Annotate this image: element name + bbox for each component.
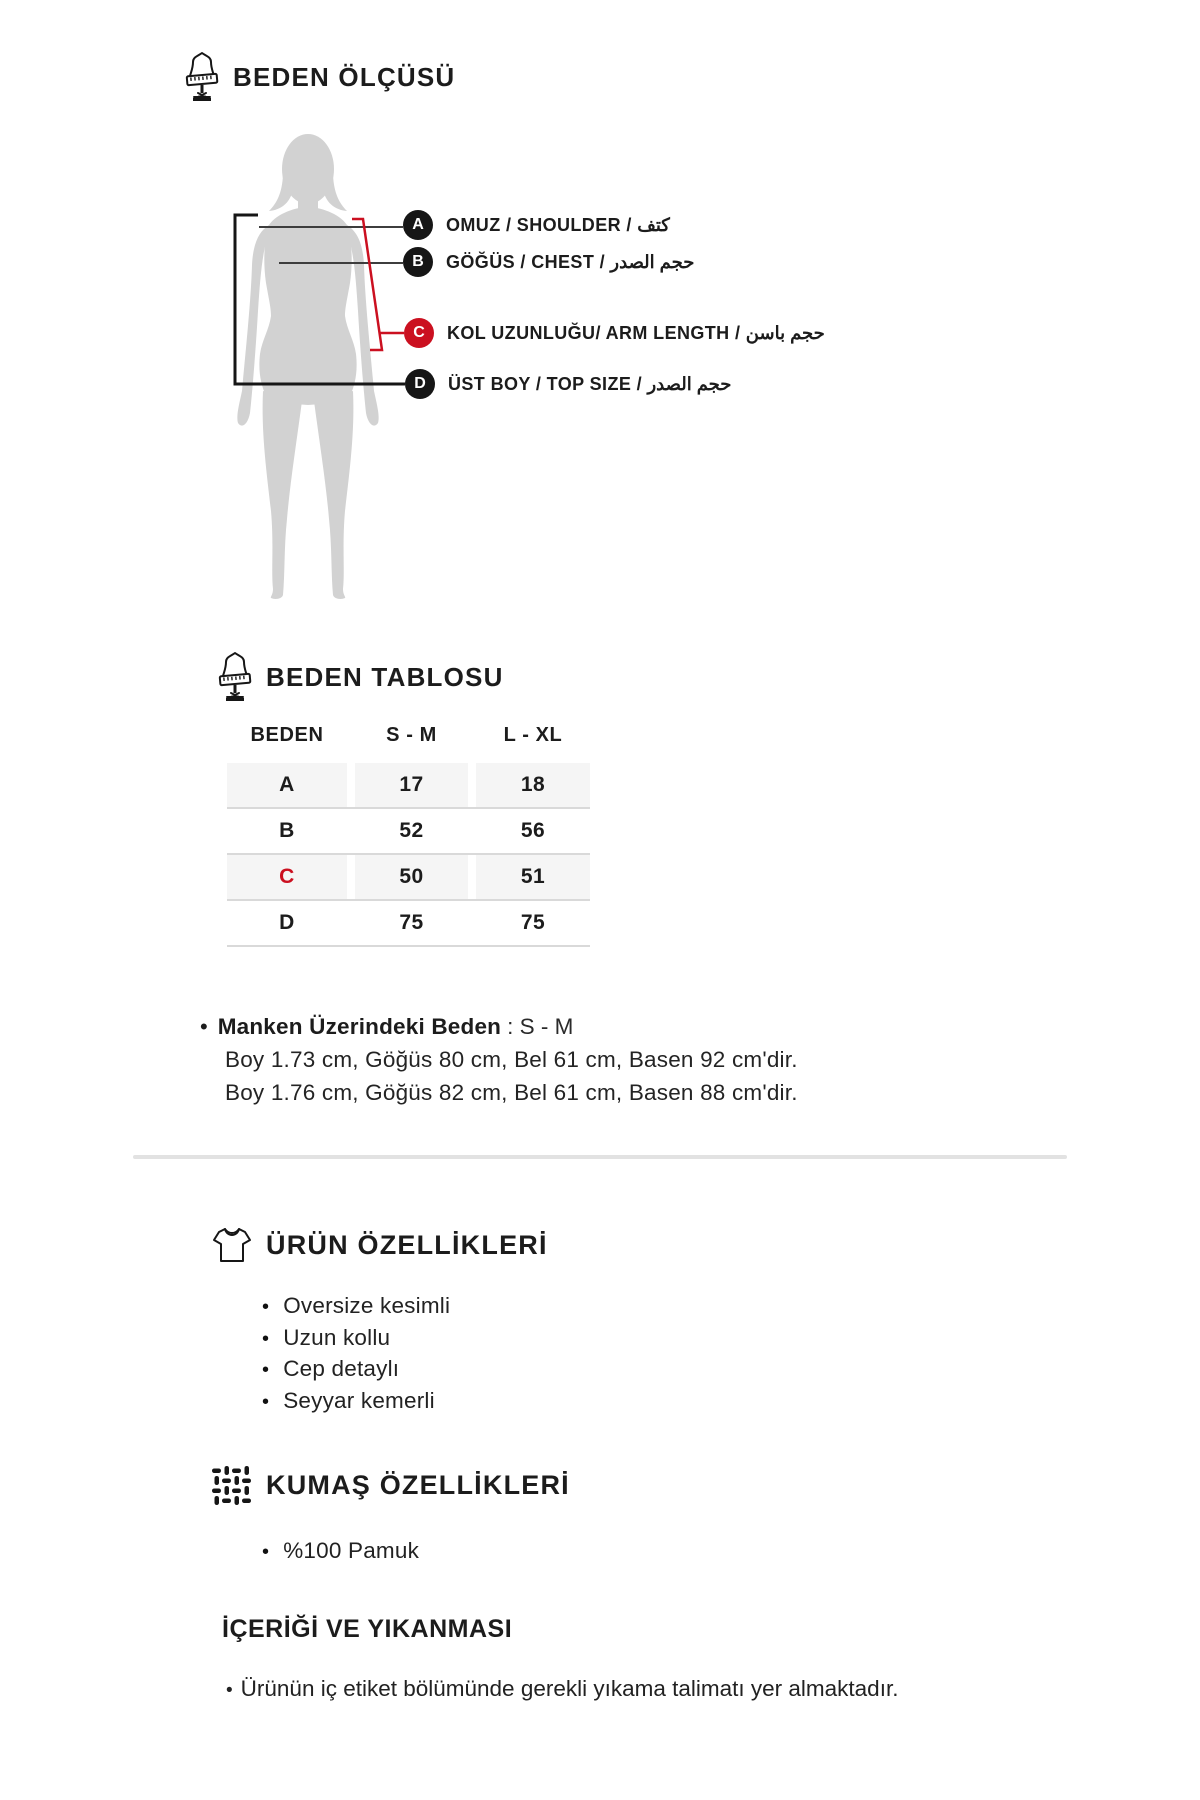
value-lxl: 75 bbox=[520, 911, 546, 934]
female-silhouette bbox=[237, 134, 378, 599]
bullet-dot: • bbox=[262, 1327, 270, 1350]
feature-text: Oversize kesimli bbox=[283, 1293, 451, 1318]
value-sm: 52 bbox=[399, 819, 424, 842]
measure-label-top-size bbox=[405, 369, 731, 399]
bullet-dot: • bbox=[262, 1390, 270, 1413]
list-item bbox=[262, 1323, 450, 1355]
section-divider bbox=[133, 1155, 1067, 1159]
size-table-header-row bbox=[227, 724, 590, 747]
value-lxl: 51 bbox=[476, 855, 590, 899]
fabric-features-title: KUMAŞ ÖZELLİKLERİ bbox=[266, 1469, 570, 1500]
feature-text: Uzun kollu bbox=[283, 1324, 391, 1350]
measure-label-text: ÜST BOY / TOP SIZE / حجم الصدر bbox=[448, 373, 732, 394]
feature-text: Seyyar kemerli bbox=[283, 1387, 435, 1413]
size-table-title: BEDEN TABLOSU bbox=[266, 661, 504, 692]
care-title: İÇERİĞİ VE YIKANMASI bbox=[222, 1615, 513, 1643]
product-features-list bbox=[262, 1291, 450, 1417]
measure-label-text: KOL UZUNLUĞU/ ARM LENGTH / حجم باسن bbox=[447, 322, 825, 343]
measure-label-chest bbox=[403, 247, 694, 277]
model-size-value: : S - M bbox=[507, 1014, 574, 1039]
table-row bbox=[227, 763, 590, 809]
body-measurement-diagram bbox=[0, 115, 1200, 615]
bullet-dot: • bbox=[226, 1680, 233, 1701]
model-measurements-line: Boy 1.76 cm, Göğüs 82 cm, Bel 61 cm, Basen 88 cm'dir. bbox=[225, 1080, 798, 1105]
bullet-dot: • bbox=[262, 1359, 270, 1381]
badge-b: B bbox=[403, 247, 433, 277]
size-table-header bbox=[218, 650, 504, 704]
row-label: C bbox=[227, 855, 347, 899]
list-item bbox=[262, 1354, 450, 1386]
list-item bbox=[226, 1672, 898, 1708]
measure-label-arm-length bbox=[404, 318, 825, 348]
col-header-beden: BEDEN bbox=[250, 724, 324, 746]
measure-label-text: GÖĞÜS / CHEST / حجم الصدر bbox=[446, 251, 695, 272]
model-measurements-line: Boy 1.73 cm, Göğüs 80 cm, Bel 61 cm, Basen 92 cm'dir. bbox=[225, 1047, 798, 1072]
size-table-body bbox=[227, 763, 590, 947]
value-lxl: 18 bbox=[476, 763, 590, 807]
measure-label-shoulder bbox=[403, 210, 670, 240]
table-row bbox=[227, 855, 590, 901]
model-size-info bbox=[200, 1010, 798, 1109]
value-lxl: 56 bbox=[520, 819, 546, 842]
measure-label-text: OMUZ / SHOULDER / كتف bbox=[446, 214, 670, 235]
bullet-dot: • bbox=[262, 1541, 270, 1563]
bullet-dot: • bbox=[262, 1296, 270, 1318]
col-header-lxl: L - XL bbox=[503, 724, 563, 746]
badge-c: C bbox=[404, 318, 434, 348]
value-sm: 75 bbox=[399, 911, 424, 934]
table-row bbox=[227, 901, 590, 947]
value-sm: 17 bbox=[355, 763, 468, 807]
col-header-sm: S - M bbox=[386, 724, 437, 746]
care-list bbox=[226, 1672, 898, 1708]
row-label: B bbox=[279, 819, 295, 842]
fabric-features-list bbox=[262, 1536, 419, 1568]
fabric-features-header bbox=[210, 1464, 570, 1506]
tshirt-icon bbox=[212, 1224, 252, 1266]
badge-a: A bbox=[403, 210, 433, 240]
list-item bbox=[262, 1536, 419, 1568]
table-row bbox=[227, 809, 590, 855]
badge-d: D bbox=[405, 369, 435, 399]
model-size-label: Manken Üzerindeki Beden bbox=[217, 1014, 502, 1039]
mannequin-pole bbox=[201, 85, 204, 93]
row-label: D bbox=[279, 911, 295, 934]
feature-text: Cep detaylı bbox=[283, 1356, 400, 1381]
value-sm: 50 bbox=[355, 855, 468, 899]
list-item bbox=[262, 1386, 450, 1418]
bullet-dot: • bbox=[200, 1014, 208, 1039]
feature-text: %100 Pamuk bbox=[283, 1538, 420, 1563]
row-label: A bbox=[227, 763, 347, 807]
fabric-weave-icon bbox=[210, 1464, 252, 1506]
list-item bbox=[262, 1291, 450, 1323]
size-table bbox=[227, 724, 590, 947]
mannequin-icon bbox=[185, 50, 219, 104]
product-features-header bbox=[212, 1224, 548, 1266]
size-measure-header bbox=[185, 50, 455, 104]
care-text: Ürünün iç etiket bölümünde gerekli yıkama talimatı yer almaktadır. bbox=[240, 1676, 899, 1701]
model-size-line bbox=[200, 1010, 798, 1043]
page-title: BEDEN ÖLÇÜSÜ bbox=[233, 61, 456, 92]
product-features-title: ÜRÜN ÖZELLİKLERİ bbox=[266, 1229, 548, 1260]
mannequin-icon bbox=[218, 650, 252, 704]
